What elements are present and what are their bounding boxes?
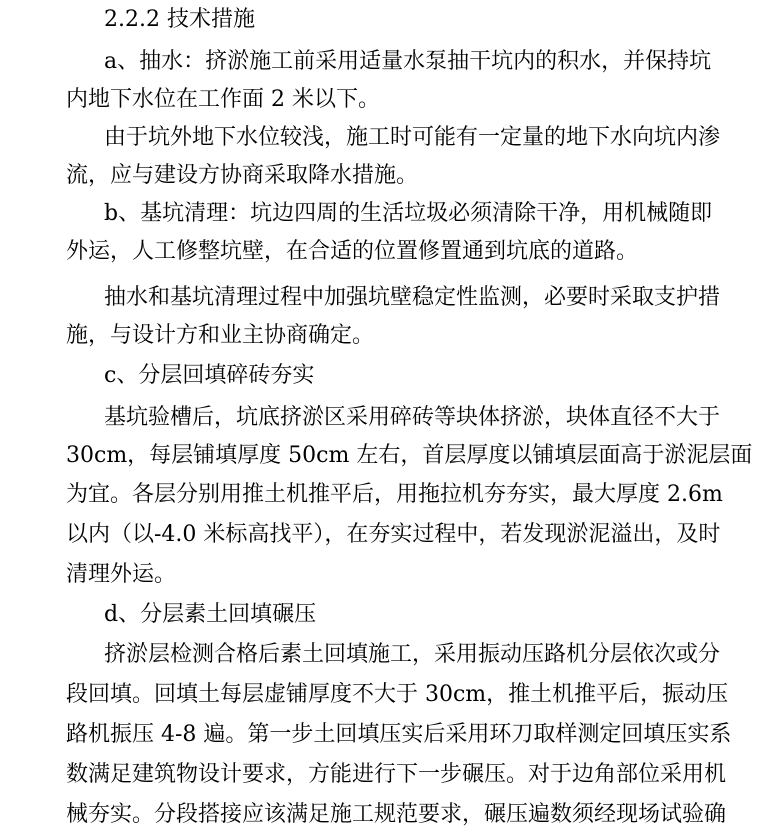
section-heading: 2.2.2 技术措施 — [104, 7, 255, 32]
paragraph-line: 为宜。各层分别用推土机推平后，用拖拉机夯夯实，最大厚度 2.6m — [66, 482, 723, 507]
paragraph-line: 抽水和基坑清理过程中加强坑壁稳定性监测，必要时采取支护措 — [104, 285, 721, 310]
paragraph-line: 基坑验槽后，坑底挤淤区采用碎砖等块体挤淤，块体直径不大于 — [104, 405, 721, 430]
subsection-heading: c、分层回填碎砖夯实 — [104, 363, 315, 388]
subsection-heading: d、分层素土回填碾压 — [104, 602, 317, 627]
paragraph-line: 施，与设计方和业主协商确定。 — [66, 323, 375, 348]
paragraph-line: 路机振压 4-8 遍。第一步土回填压实后采用环刀取样测定回填压实系 — [66, 722, 732, 747]
paragraph-line: 清理外运。 — [66, 562, 177, 587]
paragraph-line: b、基坑清理：坑边四周的生活垃圾必须清除干净，用机械随即 — [104, 201, 713, 226]
paragraph-line: 由于坑外地下水位较浅，施工时可能有一定量的地下水向坑内渗 — [104, 125, 721, 150]
paragraph-line: 内地下水位在工作面 2 米以下。 — [66, 87, 380, 112]
paragraph-line: 挤淤层检测合格后素土回填施工，采用振动压路机分层依次或分 — [104, 642, 721, 667]
paragraph-line: 数满足建筑物设计要求，方能进行下一步碾压。对于边角部位采用机 — [66, 762, 727, 787]
paragraph-line: 段回填。回填土每层虚铺厚度不大于 30cm，推土机推平后，振动压 — [66, 682, 729, 707]
paragraph-line: a、抽水：挤淤施工前采用适量水泵抽干坑内的积水，并保持坑 — [104, 49, 712, 74]
paragraph-line: 械夯实。分段搭接应该满足施工规范要求，碾压遍数须经现场试验确 — [66, 802, 727, 827]
paragraph-line: 流，应与建设方协商采取降水措施。 — [66, 163, 419, 188]
paragraph-line: 以内（以-4.0 米标高找平），在夯实过程中，若发现淤泥溢出，及时 — [66, 522, 721, 547]
paragraph-line: 30cm，每层铺填厚度 50cm 左右，首层厚度以铺填层面高于淤泥层面 — [66, 443, 753, 468]
paragraph-line: 外运，人工修整坑壁，在合适的位置修置通到坑底的道路。 — [66, 239, 639, 264]
